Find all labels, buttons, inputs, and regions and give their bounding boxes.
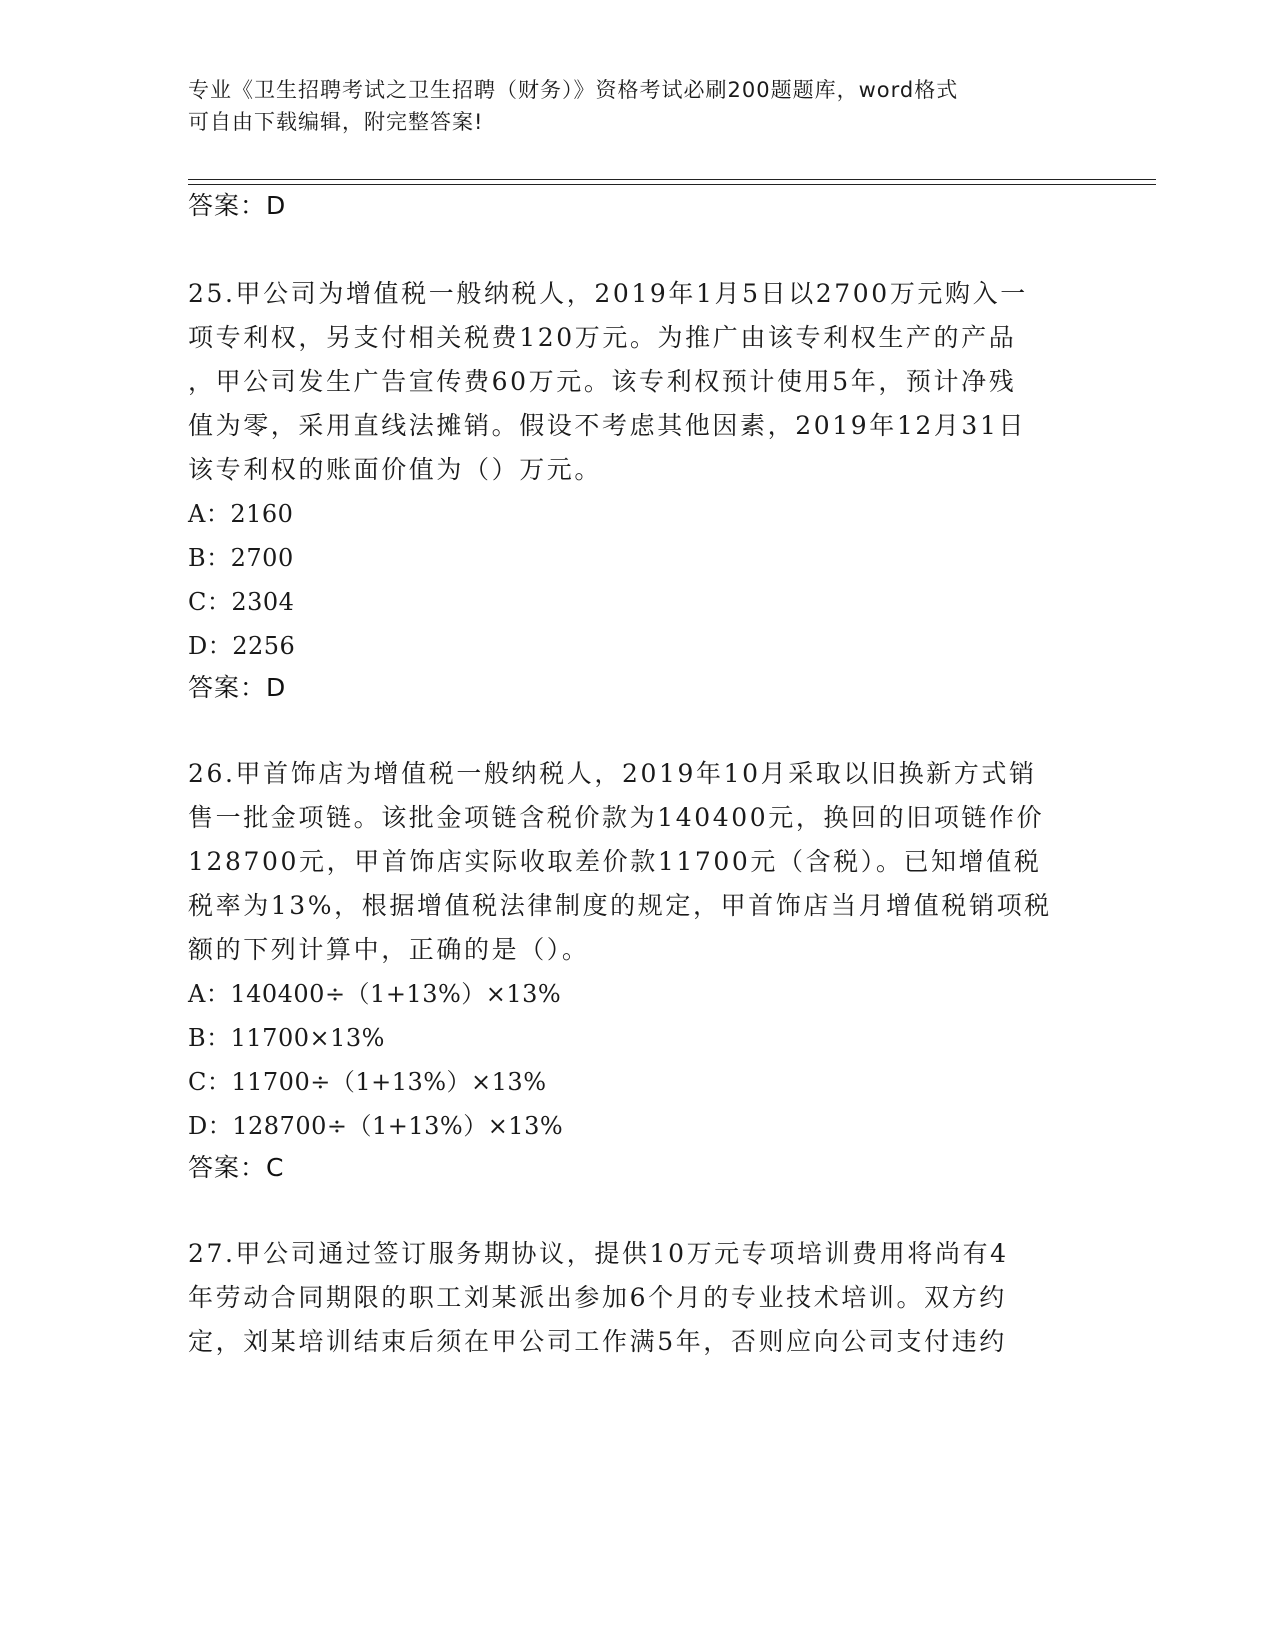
answer-26: 答案：C — [188, 1153, 285, 1182]
option-c: C：2304 — [188, 588, 295, 616]
option-a: A：2160 — [188, 500, 294, 528]
question-text-line: 售一批金项链。该批金项链含税价款为140400元，换回的旧项链作价 — [188, 803, 1045, 832]
option-a: A：140400÷（1+13%）×13% — [188, 980, 562, 1008]
question-text-line: 值为零，采用直线法摊销。假设不考虑其他因素，2019年12月31日 — [188, 411, 1027, 440]
question-text-line: 额的下列计算中，正确的是（）。 — [188, 935, 590, 964]
page-header — [188, 74, 1068, 138]
option-c: C：11700÷（1+13%）×13% — [188, 1068, 547, 1096]
option-d: D：2256 — [188, 632, 296, 660]
question-text-line: 税率为13%，根据增值税法律制度的规定，甲首饰店当月增值税销项税 — [188, 891, 1052, 920]
header-rule-top — [188, 179, 1156, 180]
option-d: D：128700÷（1+13%）×13% — [188, 1112, 564, 1140]
question-text-line: 27.甲公司通过签订服务期协议，提供10万元专项培训费用将尚有4 — [188, 1239, 1009, 1268]
question-text-line: 定，刘某培训结束后须在甲公司工作满5年，否则应向公司支付违约 — [188, 1327, 1007, 1356]
option-b: B：11700×13% — [188, 1024, 385, 1052]
header-rule-bottom — [188, 184, 1156, 185]
option-b: B：2700 — [188, 544, 294, 572]
question-text-line: 项专利权，另支付相关税费120万元。为推广由该专利权生产的产品 — [188, 323, 1017, 352]
header-line-2: 可自由下载编辑，附完整答案! — [188, 110, 484, 134]
question-text-line: 26.甲首饰店为增值税一般纳税人，2019年10月采取以旧换新方式销 — [188, 759, 1037, 788]
question-text-line: ，甲公司发生广告宣传费60万元。该专利权预计使用5年，预计净残 — [188, 367, 1017, 396]
header-line-1: 专业《卫生招聘考试之卫生招聘（财务）》资格考试必刷200题题库，word格式 — [188, 78, 959, 102]
question-text-line: 该专利权的账面价值为（）万元。 — [188, 455, 603, 484]
question-text-line: 25.甲公司为增值税一般纳税人，2019年1月5日以2700万元购入一 — [188, 279, 1028, 308]
answer-25: 答案：D — [188, 673, 287, 702]
question-text-line: 年劳动合同期限的职工刘某派出参加6个月的专业技术培训。双方约 — [188, 1283, 1007, 1312]
previous-answer: 答案：D — [188, 191, 287, 220]
question-text-line: 128700元，甲首饰店实际收取差价款11700元（含税）。已知增值税 — [188, 847, 1042, 876]
